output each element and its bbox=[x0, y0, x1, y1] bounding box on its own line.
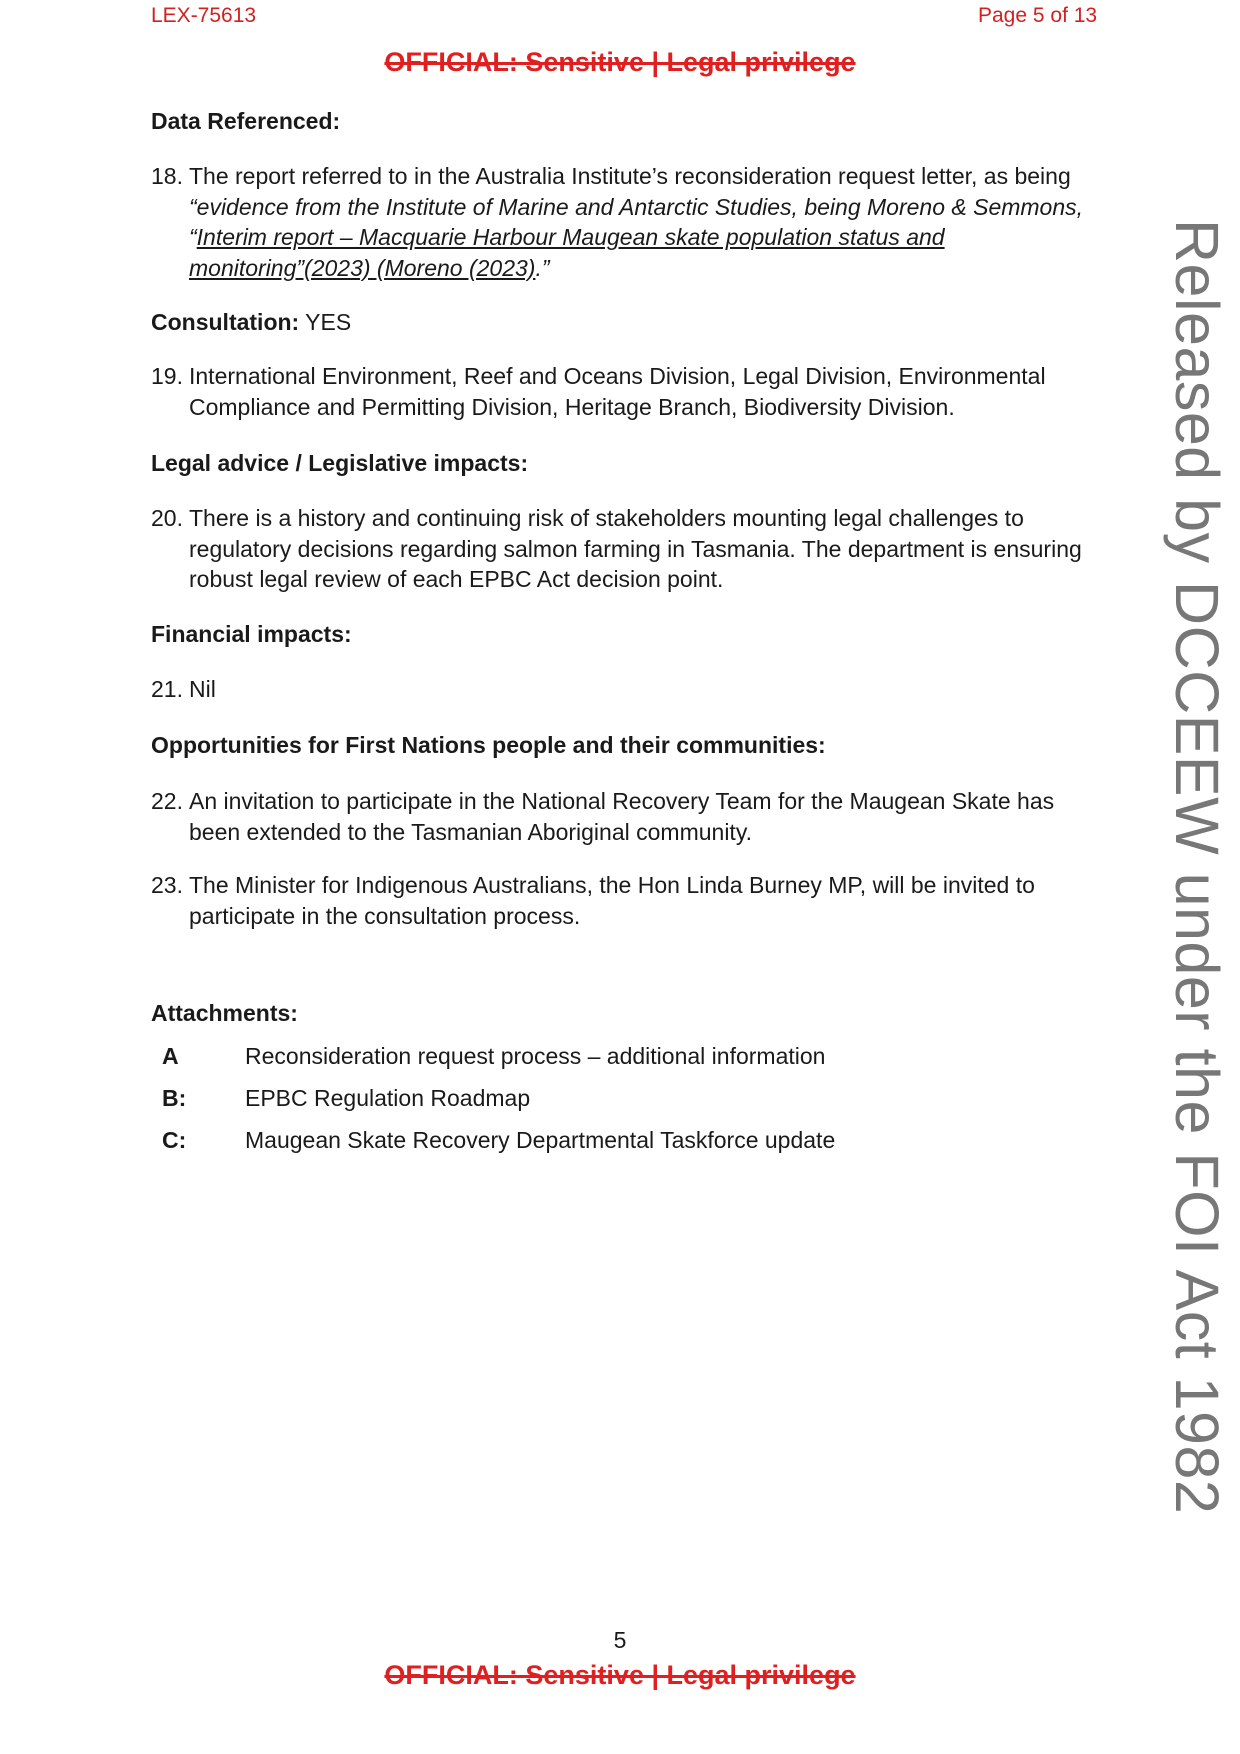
paragraph-18-line1: The report referred to in the Australia Institute’s reconsideration request letter, as being bbox=[189, 163, 1071, 189]
paragraph-21 bbox=[151, 674, 1101, 705]
paragraph-number: 21. bbox=[151, 676, 183, 702]
document-reference-number: LEX-75613 bbox=[151, 4, 257, 27]
attachment-title: Maugean Skate Recovery Departmental Taskforce update bbox=[245, 1127, 836, 1153]
paragraph-number: 23. bbox=[151, 872, 183, 898]
paragraph-22 bbox=[151, 786, 1101, 847]
paragraph-18-quote-close: .” bbox=[535, 254, 550, 281]
paragraph-19 bbox=[151, 361, 1101, 422]
page-number: 5 bbox=[613, 1627, 627, 1653]
paragraph-text: Nil bbox=[189, 676, 216, 702]
paragraph-number: 20. bbox=[151, 505, 183, 531]
attachment-title: Reconsideration request process – additional information bbox=[245, 1043, 826, 1069]
paragraph-text: The Minister for Indigenous Australians, the Hon Linda Burney MP, will be invited to participate in the consultation process. bbox=[189, 872, 1035, 929]
paragraph-23 bbox=[151, 870, 1101, 931]
legal-advice-heading: Legal advice / Legislative impacts: bbox=[151, 450, 529, 476]
first-nations-heading: Opportunities for First Nations people and their communities: bbox=[151, 732, 826, 758]
financial-impacts-heading: Financial impacts: bbox=[151, 621, 352, 647]
paragraph-number: 22. bbox=[151, 788, 183, 814]
attachment-letter: A bbox=[162, 1043, 179, 1069]
paragraph-text bbox=[189, 161, 1099, 283]
report-link-continued[interactable]: monitoring”(2023) (Moreno (2023) bbox=[189, 254, 536, 281]
attachment-item bbox=[162, 1041, 825, 1071]
paragraph-text: International Environment, Reef and Oceans Division, Legal Division, Environmental Compliance and Permitting Division, Heritage Branch, Biodiversity Division. bbox=[189, 363, 1046, 420]
data-referenced-heading: Data Referenced: bbox=[151, 108, 341, 134]
attachments-heading: Attachments: bbox=[151, 1000, 298, 1026]
paragraph-18-line2: “evidence from the Institute of Marine and Antarctic Studies, being Moreno & Semmons, bbox=[189, 193, 1084, 220]
paragraph-text: There is a history and continuing risk of stakeholders mounting legal challenges to regulatory decisions regarding salmon farming in Tasmania. The department is ensuring robust legal review of each EPBC Act decision point. bbox=[189, 505, 1082, 592]
classification-marking-top: OFFICIAL: Sensitive | Legal privilege bbox=[384, 47, 856, 77]
classification-marking-bottom: OFFICIAL: Sensitive | Legal privilege bbox=[384, 1660, 856, 1690]
attachment-title: EPBC Regulation Roadmap bbox=[245, 1085, 531, 1111]
consultation-heading: Consultation: bbox=[151, 309, 300, 335]
paragraph-20 bbox=[151, 503, 1101, 595]
attachment-item bbox=[162, 1125, 835, 1155]
attachment-letter: C: bbox=[162, 1127, 187, 1153]
report-link[interactable]: Interim report – Macquarie Harbour Maugean skate population status and bbox=[196, 224, 945, 250]
foi-release-stamp: Released by DCCEEW under the FOI Act 1982 bbox=[1163, 219, 1231, 1515]
consultation-heading-row bbox=[151, 307, 351, 337]
attachment-letter: B: bbox=[162, 1085, 187, 1111]
paragraph-18 bbox=[151, 161, 1101, 283]
paragraph-text: An invitation to participate in the National Recovery Team for the Maugean Skate has been extended to the Tasmanian Aboriginal community. bbox=[189, 788, 1055, 845]
paragraph-number: 19. bbox=[151, 363, 183, 389]
paragraph-number: 18. bbox=[151, 163, 183, 189]
paragraph-18-quote-open: “ bbox=[189, 224, 197, 250]
consultation-value: YES bbox=[299, 309, 352, 335]
page-indicator: Page 5 of 13 bbox=[978, 4, 1098, 27]
attachment-item bbox=[162, 1083, 530, 1113]
